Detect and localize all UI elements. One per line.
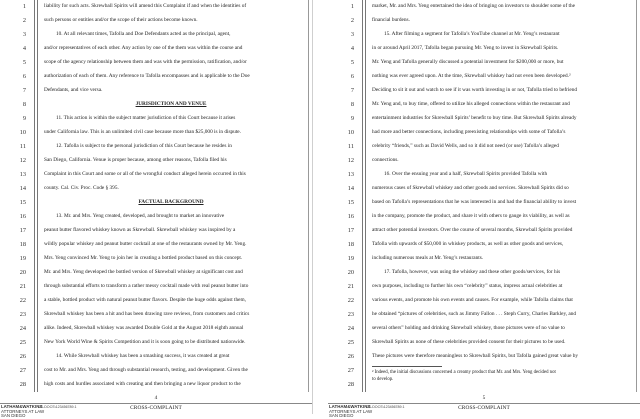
body-line: in the company, promote the product, and share it with others to gauge its viability, as well as [372,213,570,219]
document-id: US-DOCS\123456789.1 [366,405,405,409]
body-line: county. Cal. Civ. Proc. Code § 395. [44,185,119,191]
line-number: 16 [19,213,26,220]
line-number: 9 [22,115,26,122]
body-line: 10. At all relevant times, Tafolla and Doe Defendants acted as the principal, agent, [56,31,231,37]
line-number: 15 [347,199,354,206]
body-line: cost to Mr. and Mrs. Yeng and through substantial research, testing, and development. Given the [44,367,248,373]
body-line: 17. Tafolla, however, was using the whiskey and these other goods/services, for his [384,269,561,275]
section-heading: FACTUAL BACKGROUND [138,199,204,205]
body-line: 11. This action is within the subject matter jurisdiction of this Court because it arises [56,115,236,121]
line-number: 2 [22,17,26,24]
body-line: Mr. Yeng and Tafolla generally discussed a potential investment for $200,000 or more, but [372,59,564,65]
line-number: 3 [22,31,26,38]
body-line: market, Mr. and Mrs. Yeng entertained the idea of bringing on investors to shoulder some of the [372,3,576,9]
body-line: Skrewball Spirits as none of these celebrities provided consent for their pictures to be used. [372,339,566,345]
body-line: under California law. This is an unlimited civil case because more than $25,000 is in dispute. [44,129,241,135]
body-line: and/or representatives of each other. Any action by one of the them was within the course and [44,45,243,51]
body-line: based on Tafolla’s representations that he was interested in and had the financial ability to invest [372,199,577,205]
body-line: Mr. Yeng and, to buy time, offered to utilize his alleged connections within the restaurant and [372,101,570,107]
left-margin-rule-inner [365,0,366,392]
body-line: 13. Mr. and Mrs. Yeng created, developed, and brought to market an innovative [56,213,225,219]
body-line: New York World Wine & Spirits Competition and it is soon going to be distributed nationwide. [44,339,246,345]
body-line: liability for such acts. Skrewball Spirits will amend this Complaint if and when the identities of [44,3,247,9]
line-number: 18 [347,241,354,248]
footnote-line: ² Indeed, the initial discussions concerned a creamy product that Mr. and Mrs. Yeng decided not [372,370,556,375]
line-number: 23 [19,311,26,318]
firm-name: LATHAM&WATKINS [329,404,371,409]
line-number: 19 [347,255,354,262]
line-number: 21 [347,283,354,290]
line-number: 7 [350,87,354,94]
footnote-line: to develop. [372,377,394,382]
line-number: 5 [350,59,354,66]
line-number: 4 [22,45,26,52]
line-number: 4 [350,45,354,52]
body-line: financial burdens. [372,17,410,23]
line-number: 1 [350,3,354,10]
body-line: Mrs. Yeng convinced Mr. Yeng to join her in creating a bottled product based on this concept. [44,255,243,261]
line-number: 22 [347,297,354,304]
body-line: Deciding to sit it out and watch to see if it was worth investing in or not, Tafolla tried to befriend [372,87,578,93]
line-number: 16 [347,213,354,220]
body-line: own purposes, including to further his own “celebrity” status, impress actual celebrities at [372,283,563,289]
left-margin-rule [34,0,35,392]
footer-rule [0,403,312,404]
body-line: scope of the agency relationship between them and was with the permission, ratification, and/or [44,59,247,65]
body-line: peanut butter flavored whiskey known as Skrewball. Skrewball whiskey was inspired by a [44,227,236,233]
line-number: 8 [22,101,26,108]
section-heading: JURISDICTION AND VENUE [135,101,207,107]
line-number: 28 [19,381,26,388]
firm-subtitle: ATTORNEYS AT LAW [329,408,373,414]
body-line: high costs and hurdles associated with creating and then bringing a new liquor product to the [44,381,241,387]
body-line: he obtained “pictures of celebrities, such as Jimmy Fallon . . . Steph Curry, Charles Barkley, and [372,311,577,317]
body-line: wildly popular whiskey and peanut butter cocktail at one of the restaurants owned by Mr. Yeng. [44,241,247,247]
page-left [0,0,312,419]
line-number: 13 [347,171,354,178]
body-line: Skrewball whiskey has been a hit and has been drawing rave reviews, from customers and critics [44,311,250,317]
document-id: US-DOCS\123456789.1 [38,405,77,409]
body-line: San Diego, California. Venue is proper because, among other reasons, Tafolla filed his [44,157,227,163]
line-number: 8 [350,101,354,108]
left-margin-rule [362,0,363,392]
page-number: 5 [482,395,486,401]
line-number: 11 [19,143,26,150]
footer-rule [328,403,640,404]
right-margin-rule [308,0,309,392]
body-line: authorization of each of them. Any reference to Tafolla encompasses and is applicable to the Doe [44,73,250,79]
body-line: 12. Tafolla is subject to the personal jurisdiction of this Court because he resides in [56,143,232,149]
body-line: Mr. and Mrs. Yeng developed the bottled version of Skrewball whiskey at significant cost and [44,269,243,275]
body-line: various events, and promote his own events and causes. For example, while Tafolla claims that [372,297,573,303]
line-number: 12 [347,157,354,164]
body-line: through substantial efforts to transform a rather messy cocktail made with real peanut butter into [44,283,249,289]
line-number: 20 [19,269,26,276]
line-number: 3 [350,31,354,38]
body-line: 16. Over the ensuing year and a half, Skrewball Spirits provided Tafolla with [384,171,548,177]
line-number: 20 [347,269,354,276]
footer-title: CROSS-COMPLAINT [458,405,510,411]
page-right [328,0,640,419]
body-line: several others” holding and drinking Skrewball whiskey, those pictures were of no value to [372,325,565,331]
body-line: Tafolla with upwards of $50,000 in whiskey products, as well as other goods and services, [372,241,564,247]
body-line: in or around April 2017, Tafolla began pursuing Mr. Yeng to invest in Skrewball Spirits. [372,45,559,51]
line-number: 13 [19,171,26,178]
footer-title: CROSS-COMPLAINT [130,405,182,411]
body-line: 15. After filming a segment for Tafolla’s YouTube channel at Mr. Yeng’s restaurant [384,31,560,37]
body-line: a stable, bottled product with natural peanut butter flavors. Despite the huge odds against them, [44,297,246,303]
firm-city: SAN DIEGO [329,413,354,419]
body-line: These pictures were therefore meaningless to Skrewball Spirits, but Tafolla gained great value by [372,353,579,359]
line-number: 12 [19,157,26,164]
line-number: 25 [347,339,354,346]
body-line: such persons or entities and/or the scope of their actions become known. [44,17,198,23]
line-number: 28 [347,381,354,388]
line-number: 17 [19,227,26,234]
body-line: had more and better connections, including preexisting relationships with some of Tafolla’s [372,129,566,135]
body-line: celebrity “friends,” such as David Wells, and so it did not need (or use) Tafolla’s alleged [372,143,559,149]
line-number: 27 [19,367,26,374]
body-line: including numerous meals at Mr. Yeng’s restaurants. [372,255,484,261]
line-number: 18 [19,241,26,248]
line-number: 24 [19,325,26,332]
body-line: attract other potential investors. Over the course of several months, Skrewball Spirits provided [372,227,573,233]
line-number: 27 [347,367,354,374]
page-number: 4 [154,395,158,401]
body-line: Defendants, and vice versa. [44,87,103,93]
line-number: 10 [347,129,354,136]
line-number: 25 [19,339,26,346]
line-number: 1 [22,3,26,10]
line-number: 6 [350,73,354,80]
line-number: 9 [350,115,354,122]
line-number: 17 [347,227,354,234]
body-line: connections. [372,157,399,163]
firm-subtitle: ATTORNEYS AT LAW [1,408,45,414]
body-line: entertainment industries for Skrewball Spirits’ benefit to buy time. But Skrewball Spirits already [372,115,577,121]
body-line: Complaint in this Court and some or all of the wrongful conduct alleged herein occurred in this [44,171,246,177]
line-number: 14 [347,185,354,192]
line-number: 22 [19,297,26,304]
line-number: 5 [22,59,26,66]
line-number: 10 [19,129,26,136]
body-line: 14. While Skrewball whiskey has been a smashing success, it was created at great [56,353,230,359]
line-number: 7 [22,87,26,94]
body-line: nothing was ever agreed upon. At the time, Skrewball whiskey had not even been developed.² [372,73,571,79]
line-number: 26 [347,353,354,360]
line-number: 15 [19,199,26,206]
firm-name: LATHAM&WATKINS [1,404,43,409]
line-number: 14 [19,185,26,192]
line-number: 23 [347,311,354,318]
line-number: 19 [19,255,26,262]
firm-city: SAN DIEGO [1,413,26,419]
right-margin-rule [636,0,637,392]
body-line: alike. Indeed, Skrewball whiskey was awarded Double Gold at the August 2018 eighth annual [44,325,244,331]
line-number: 24 [347,325,354,332]
line-number: 11 [347,143,354,150]
line-number: 6 [22,73,26,80]
left-margin-rule-inner [37,0,38,392]
footnote-rule [372,366,442,367]
line-number: 2 [350,17,354,24]
line-number: 21 [19,283,26,290]
body-line: numerous cases of Skrewball whiskey and other goods and services. Skrewball Spirits did so [372,185,569,191]
line-number: 26 [19,353,26,360]
